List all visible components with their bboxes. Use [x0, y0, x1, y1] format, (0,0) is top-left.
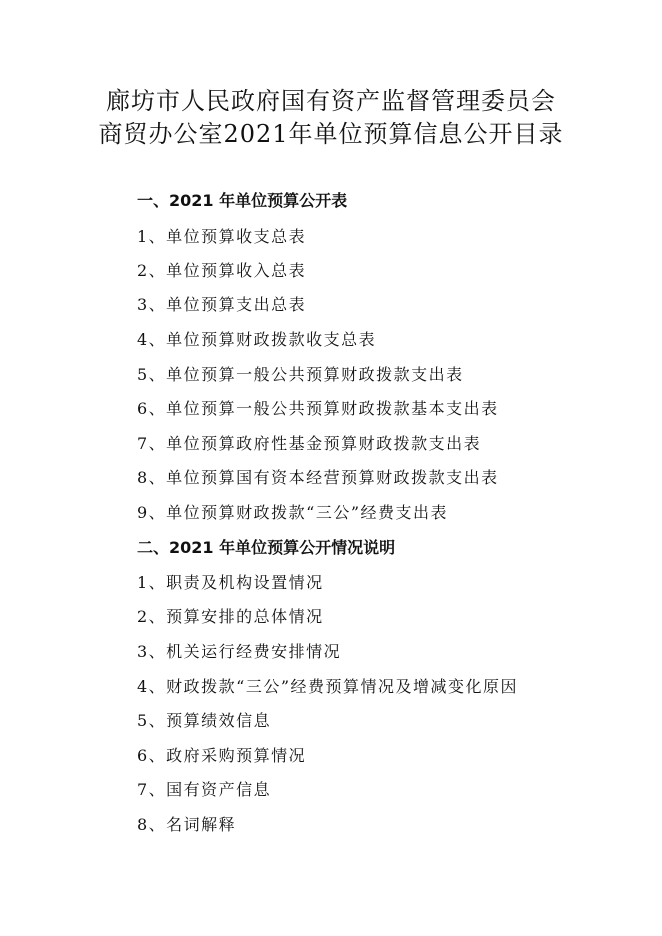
list-item: 8、单位预算国有资本经营预算财政拨款支出表 — [137, 468, 499, 487]
section-heading-budget-explanation: 二、2021 年单位预算公开情况说明 — [137, 538, 396, 557]
list-item: 2、单位预算收入总表 — [137, 261, 307, 280]
document-title-line-1: 廊坊市人民政府国有资产监督管理委员会 — [106, 87, 556, 115]
list-item: 2、预算安排的总体情况 — [137, 607, 324, 626]
list-item: 7、国有资产信息 — [137, 780, 272, 799]
list-item: 6、政府采购预算情况 — [137, 746, 307, 765]
list-item: 5、单位预算一般公共预算财政拨款支出表 — [137, 365, 464, 384]
list-item: 1、职责及机构设置情况 — [137, 573, 324, 592]
list-item: 3、单位预算支出总表 — [137, 295, 307, 314]
document-title-line-2: 商贸办公室2021年单位预算信息公开目录 — [98, 120, 564, 148]
list-item: 4、单位预算财政拨款收支总表 — [137, 330, 377, 349]
list-item: 8、名词解释 — [137, 815, 237, 834]
list-item: 3、机关运行经费安排情况 — [137, 642, 342, 661]
list-item: 4、财政拨款“三公”经费预算情况及增减变化原因 — [137, 677, 519, 696]
list-item: 1、单位预算收支总表 — [137, 227, 307, 246]
list-item: 7、单位预算政府性基金预算财政拨款支出表 — [137, 434, 482, 453]
list-item: 9、单位预算财政拨款“三公”经费支出表 — [137, 503, 449, 522]
list-item: 6、单位预算一般公共预算财政拨款基本支出表 — [137, 399, 499, 418]
list-item: 5、预算绩效信息 — [137, 711, 272, 730]
section-heading-budget-tables: 一、2021 年单位预算公开表 — [137, 191, 348, 210]
